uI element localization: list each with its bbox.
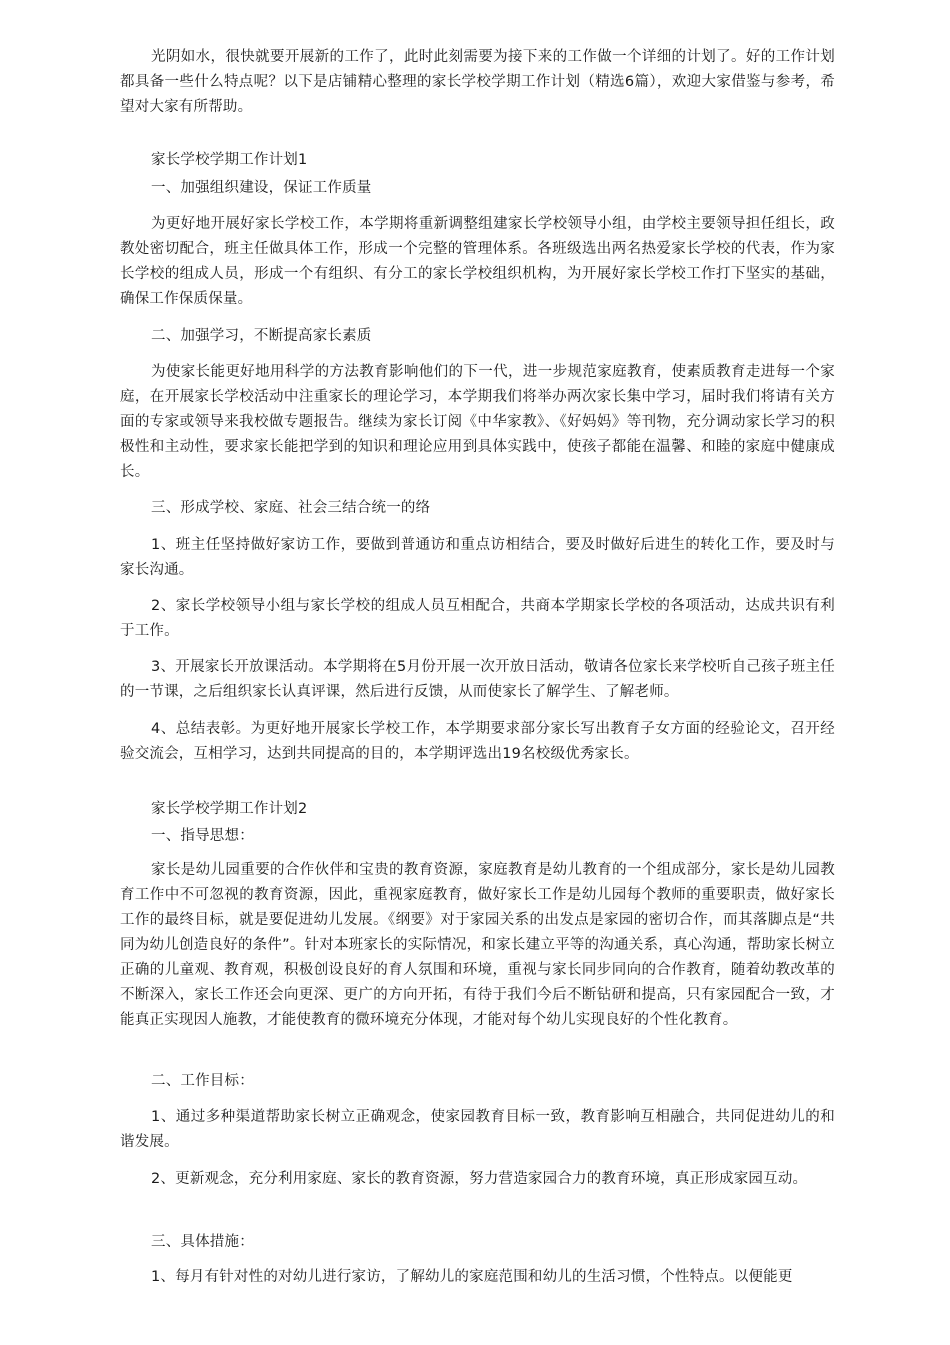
- plan2-section2-item1: 1、通过多种渠道帮助家长树立正确观念，使家园教育目标一致，教育影响互相融合，共同促进幼儿的和谐发展。: [120, 1109, 835, 1150]
- plan1-section1-paragraph: 为更好地开展好家长学校工作，本学期将重新调整组建家长学校领导小组，由学校主要领导担任组长，政教处密切配合，班主任做具体工作，形成一个完整的管理体系。各班级选出两名热爱家长学校的代表，作为家长学校的组成人员，形成一个有组织、有分工的家长学校组织机构，为开展好家长学校工作打下坚实的基础，确保工作保质保量。: [120, 216, 835, 307]
- intro-paragraph: 光阴如水，很快就要开展新的工作了，此时此刻需要为接下来的工作做一个详细的计划了。好的工作计划都具备一些什么特点呢？以下是店铺精心整理的家长学校学期工作计划（精选6篇），欢迎大家借鉴与参考，希望对大家有所帮助。: [120, 49, 835, 115]
- plan1-section3-item1: 1、班主任坚持做好家访工作，要做到普通访和重点访相结合，要及时做好后进生的转化工作，要及时与家长沟通。: [120, 537, 835, 578]
- plan2-section1-paragraph: 家长是幼儿园重要的合作伙伴和宝贵的教育资源，家庭教育是幼儿教育的一个组成部分，家长是幼儿园教育工作中不可忽视的教育资源，因此，重视家庭教育，做好家长工作是幼儿园每个教师的重要职责，做好家长工作的最终目标，就是要促进幼儿发展。《纲要》对于家园关系的出发点是家园的密切合作，而其落脚点是“共同为幼儿创造良好的条件”。针对本班家长的实际情况，和家长建立平等的沟通关系，真心沟通，帮助家长树立正确的儿童观、教育观，积极创设良好的育人氛围和环境，重视与家长同步同向的合作教育，随着幼教改革的不断深入，家长工作还会向更深、更广的方向开拓，有待于我们今后不断钻研和提高，只有家园配合一致，才能真正实现因人施教，才能使教育的微环境充分体现，才能对每个幼儿实现良好的个性化教育。: [120, 862, 835, 1028]
- plan2-section2-heading: 二、工作目标：: [151, 1073, 254, 1089]
- plan1-section3-item2: 2、家长学校领导小组与家长学校的组成人员互相配合，共商本学期家长学校的各项活动，达成共识有利于工作。: [120, 598, 835, 639]
- plan1-section3-item3: 3、开展家长开放课活动。本学期将在5月份开展一次开放日活动，敬请各位家长来学校听自己孩子班主任的一节课，之后组织家长认真评课，然后进行反馈，从而使家长了解学生、了解老师。: [120, 659, 835, 700]
- plan1-section2-heading: 二、加强学习，不断提高家长素质: [151, 328, 372, 344]
- plan2-section2-item2: 2、更新观念，充分利用家庭、家长的教育资源，努力营造家园合力的教育环境，真正形成家园互动。: [151, 1171, 808, 1187]
- plan2-section3-heading: 三、具体措施：: [151, 1234, 254, 1250]
- plan1-title: 家长学校学期工作计划1: [151, 152, 308, 168]
- plan1-section3-item4: 4、总结表彰。为更好地开展家长学校工作，本学期要求部分家长写出教育子女方面的经验论文，召开经验交流会，互相学习，达到共同提高的目的，本学期评选出19名校级优秀家长。: [120, 721, 835, 762]
- plan1-section2-paragraph: 为使家长能更好地用科学的方法教育影响他们的下一代，进一步规范家庭教育，使素质教育走进每一个家庭，在开展家长学校活动中注重家长的理论学习，本学期我们将举办两次家长集中学习，届时我们将请有关方面的专家或领导来我校做专题报告。继续为家长订阅《中华家教》、《好妈妈》等刊物，充分调动家长学习的积极性和主动性，要求家长能把学到的知识和理论应用到具体实践中，使孩子都能在温馨、和睦的家庭中健康成长。: [120, 364, 835, 480]
- plan1-section3-heading: 三、形成学校、家庭、社会三结合统一的络: [151, 500, 431, 516]
- plan2-section1-heading: 一、指导思想：: [151, 828, 254, 844]
- plan2-title: 家长学校学期工作计划2: [151, 801, 308, 817]
- plan2-section3-item1: 1、每月有针对性的对幼儿进行家访，了解幼儿的家庭范围和幼儿的生活习惯，个性特点。以便能更: [151, 1269, 793, 1285]
- plan1-section1-heading: 一、加强组织建设，保证工作质量: [151, 180, 372, 196]
